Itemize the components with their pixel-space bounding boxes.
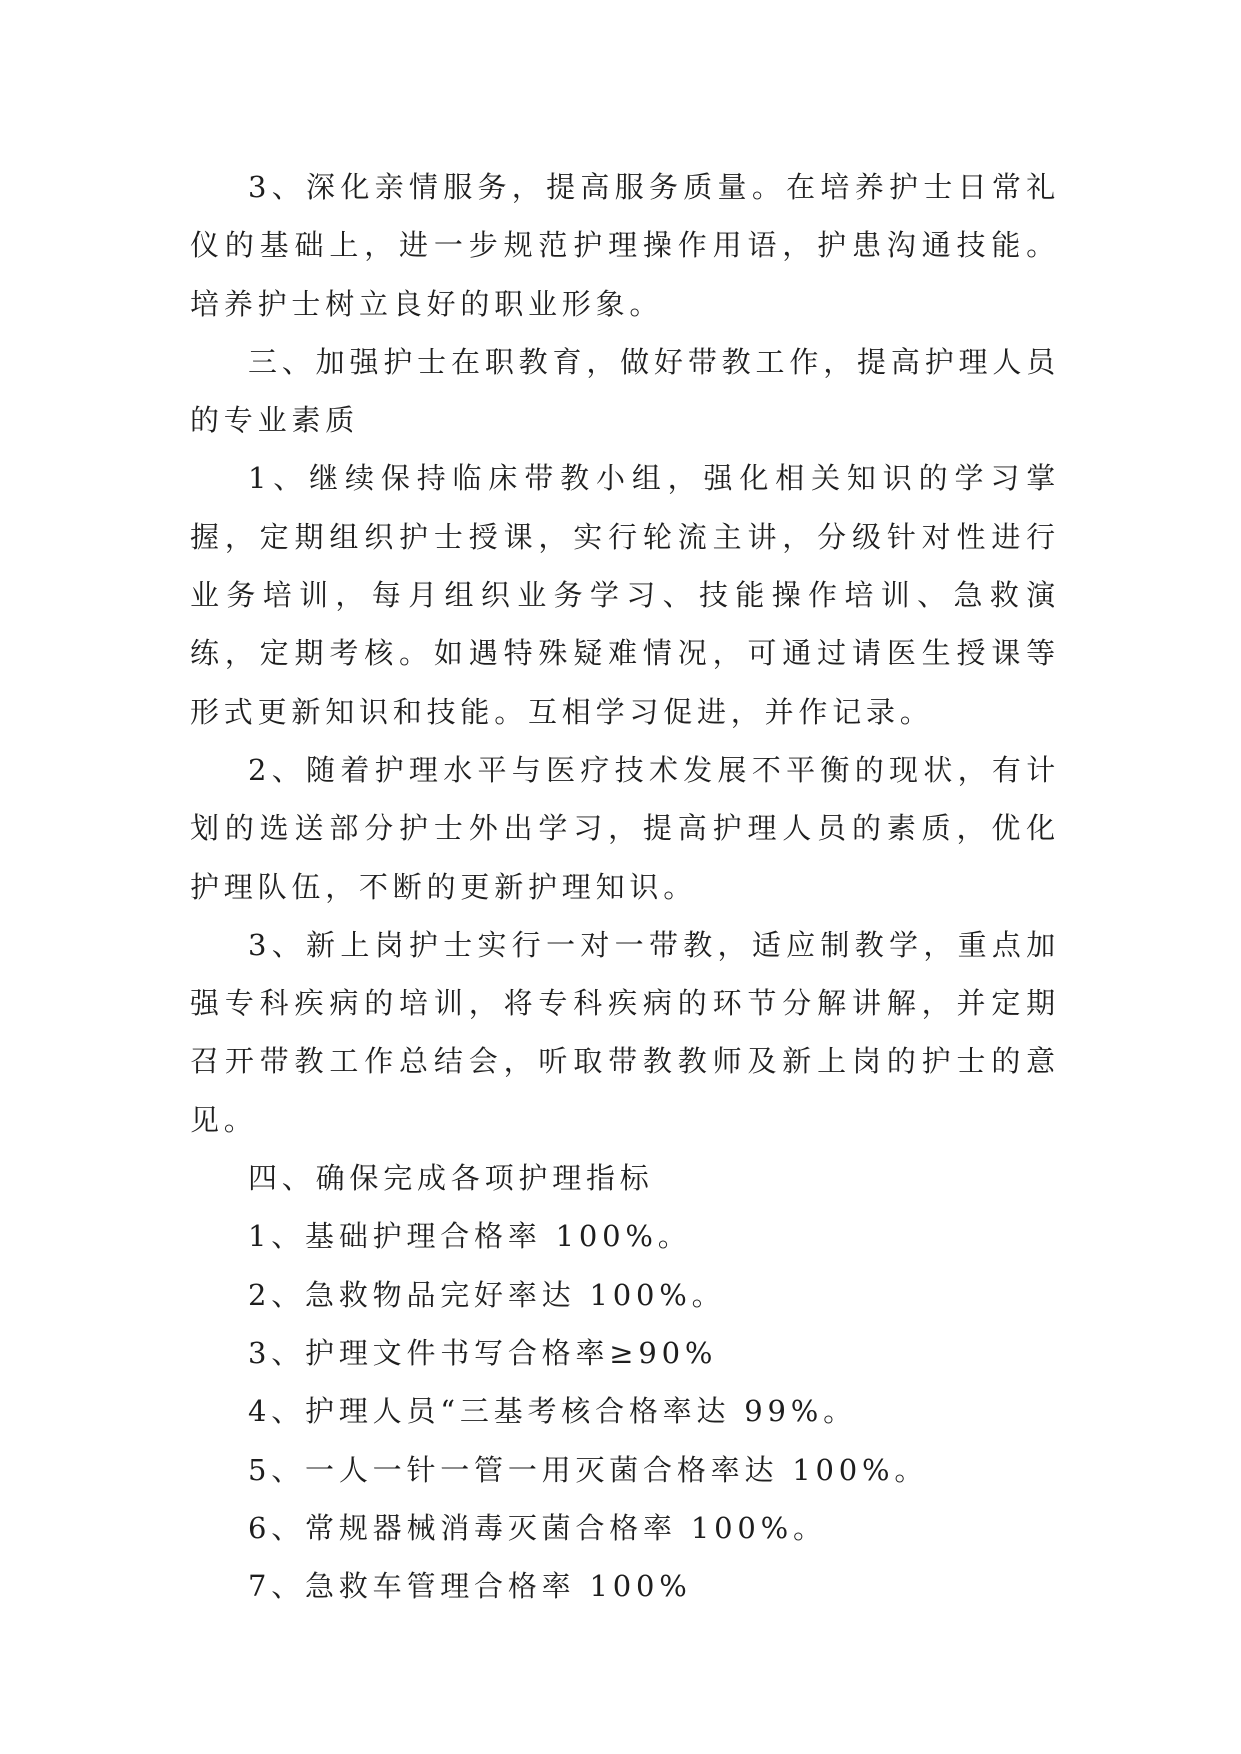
document-body — [190, 158, 1060, 1615]
indicator-instrument-sterilization: 6、常规器械消毒灭菌合格率 100%。 — [248, 1510, 827, 1545]
indicator-documentation: 3、护理文件书写合格率≥90% — [248, 1335, 718, 1370]
heading-section-three: 三、加强护士在职教育，做好带教工作，提高护理人员的专业素质 — [190, 344, 1060, 438]
indicator-basic-nursing: 1、基础护理合格率 100%。 — [248, 1219, 692, 1254]
paragraph-external-study: 2、随着护理水平与医疗技术发展不平衡的现状，有计划的选送部分护士外出学习，提高护理人员的素质，优化护理队伍，不断的更新护理知识。 — [190, 752, 1060, 904]
indicator-sterile-needle: 5、一人一针一管一用灭菌合格率达 100%。 — [248, 1452, 929, 1487]
indicator-emergency-supplies: 2、急救物品完好率达 100%。 — [248, 1277, 726, 1312]
paragraph-service-quality: 3、深化亲情服务，提高服务质量。在培养护士日常礼仪的基础上，进一步规范护理操作用语，护患沟通技能。培养护士树立良好的职业形象。 — [190, 170, 1060, 321]
paragraph-new-nurse-mentoring: 3、新上岗护士实行一对一带教，适应制教学，重点加强专科疾病的培训，将专科疾病的环节分解讲解，并定期召开带教工作总结会，听取带教教师及新上岗的护士的意见。 — [190, 927, 1060, 1137]
indicator-crash-cart: 7、急救车管理合格率 100% — [248, 1569, 692, 1604]
heading-section-four: 四、确保完成各项护理指标 — [248, 1161, 654, 1196]
indicator-three-basics-exam: 4、护理人员“三基考核合格率达 99%。 — [248, 1394, 857, 1429]
paragraph-teaching-group: 1、继续保持临床带教小组，强化相关知识的学习掌握，定期组织护士授课，实行轮流主讲，分级针对性进行业务培训，每月组织业务学习、技能操作培训、急救演练，定期考核。如遇特殊疑难情况，可通过请医生授课等形式更新知识和技能。互相学习促进，并作记录。 — [190, 461, 1060, 729]
